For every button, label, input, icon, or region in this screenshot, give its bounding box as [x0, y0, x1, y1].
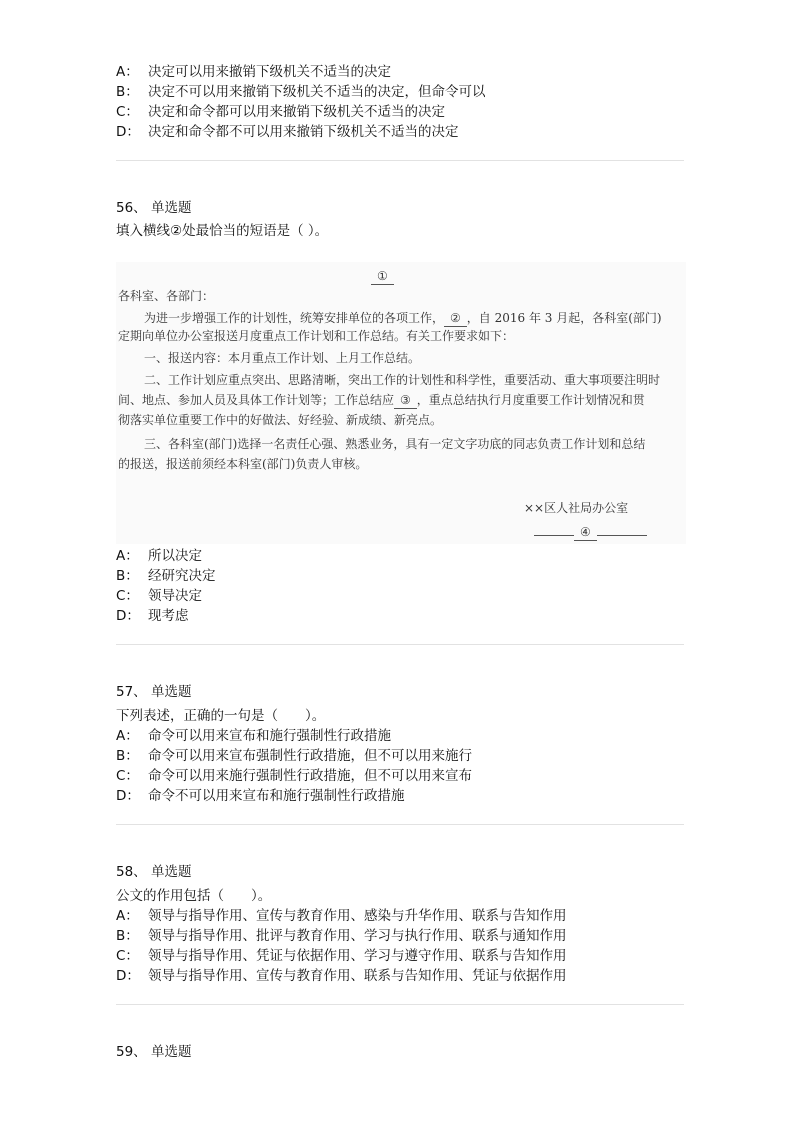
option-text: 经研究决定 — [148, 568, 216, 584]
option-key: B： — [116, 84, 139, 100]
scan-paragraph-3: 二、工作计划应重点突出、思路清晰，突出工作的计划性和科学性，重要活动、重大事项要注明时 — [144, 373, 661, 387]
scan-signature: ××区人社局办公室 — [524, 501, 629, 515]
q55-option-d[interactable] — [116, 122, 459, 142]
option-key: B： — [116, 928, 139, 944]
option-key: D： — [116, 608, 140, 624]
q55-option-c[interactable] — [116, 102, 445, 122]
q57-option-c[interactable] — [116, 766, 472, 786]
q58-header: 58、 单选题 — [116, 864, 192, 880]
option-key: D： — [116, 968, 140, 984]
option-text: 领导与指导作用、宣传与教育作用、联系与告知作用、凭证与依据作用 — [148, 968, 567, 984]
option-text: 现考虑 — [148, 608, 189, 624]
scan-salutation: 各科室、各部门： — [118, 289, 215, 303]
option-key: B： — [116, 748, 139, 764]
q58-option-b[interactable] — [116, 926, 567, 946]
q55-option-b[interactable] — [116, 82, 486, 102]
scan-paragraph-3-cont — [118, 392, 645, 409]
scan-text: 为进一步增强工作的计划性，统筹安排单位的各项工作， — [144, 311, 445, 325]
scan-text: ，自 2016 年 3 月起，各科室(部门) — [466, 311, 662, 325]
option-text: 决定不可以用来撤销下级机关不适当的决定，但命令可以 — [148, 84, 486, 100]
q58-option-c[interactable] — [116, 946, 567, 966]
q56-option-d[interactable] — [116, 606, 189, 626]
q56-option-a[interactable] — [116, 546, 202, 566]
option-key: D： — [116, 124, 140, 140]
scan-paragraph-1 — [144, 310, 662, 327]
option-text: 命令不可以用来宣布和施行强制性行政措施 — [148, 788, 405, 804]
option-key: B： — [116, 568, 139, 584]
option-key: D： — [116, 788, 140, 804]
option-text: 决定和命令都不可以用来撤销下级机关不适当的决定 — [148, 124, 459, 140]
scan-blank-1: ① — [371, 268, 394, 285]
option-text: 命令可以用来宣布强制性行政措施，但不可以用来施行 — [148, 748, 472, 764]
q57-option-b[interactable] — [116, 746, 472, 766]
scan-text: 间、地点、参加人员及具体工作计划等；工作总结应 — [118, 393, 395, 407]
q58-option-d[interactable] — [116, 966, 567, 986]
option-key: C： — [116, 948, 139, 964]
option-text: 领导与指导作用、宣传与教育作用、感染与升华作用、联系与告知作用 — [148, 908, 567, 924]
q56-option-b[interactable] — [116, 566, 216, 586]
question-divider — [116, 824, 684, 825]
option-key: A： — [116, 548, 139, 564]
q57-stem: 下列表述，正确的一句是（ ）。 — [116, 708, 326, 724]
q55-option-a[interactable] — [116, 62, 391, 82]
scan-paragraph-1-cont: 定期向单位办公室报送月度重点工作计划和工作总结。有关工作要求如下： — [118, 329, 515, 343]
q56-document-image — [116, 262, 686, 544]
scan-blank-3: ③ — [394, 392, 417, 409]
option-text: 命令可以用来宣布和施行强制性行政措施 — [148, 728, 391, 744]
option-key: A： — [116, 908, 139, 924]
option-key: A： — [116, 728, 139, 744]
q58-option-a[interactable] — [116, 906, 567, 926]
option-text: 领导与指导作用、批评与教育作用、学习与执行作用、联系与通知作用 — [148, 928, 567, 944]
scan-paragraph-3-end: 彻落实单位重要工作中的好做法、好经验、新成绩、新亮点。 — [118, 413, 443, 427]
q58-stem: 公文的作用包括（ ）。 — [116, 888, 272, 904]
option-key: C： — [116, 588, 139, 604]
scan-blank-4: ④ — [574, 524, 597, 541]
q56-header: 56、 单选题 — [116, 200, 192, 216]
q56-option-c[interactable] — [116, 586, 202, 606]
option-text: 决定和命令都可以用来撤销下级机关不适当的决定 — [148, 104, 445, 120]
option-key: A： — [116, 64, 139, 80]
option-text: 领导决定 — [148, 588, 202, 604]
scan-paragraph-2: 一、报送内容：本月重点工作计划、上月工作总结。 — [144, 351, 421, 365]
question-divider — [116, 644, 684, 645]
scan-text: ，重点总结执行月度重要工作计划情况和贯 — [416, 393, 645, 407]
q57-header: 57、 单选题 — [116, 684, 192, 700]
option-text: 所以决定 — [148, 548, 202, 564]
q59-header: 59、 单选题 — [116, 1044, 192, 1060]
scan-paragraph-4-cont: 的报送，报送前须经本科室(部门)负责人审核。 — [118, 457, 368, 471]
option-text: 领导与指导作用、凭证与依据作用、学习与遵守作用、联系与告知作用 — [148, 948, 567, 964]
q56-stem: 填入横线②处最恰当的短语是（ ）。 — [116, 223, 329, 239]
question-divider — [116, 160, 684, 161]
option-key: C： — [116, 768, 139, 784]
scan-paragraph-4: 三、各科室(部门)选择一名责任心强、熟悉业务，具有一定文字功底的同志负责工作计划和总结 — [144, 437, 646, 451]
q57-option-d[interactable] — [116, 786, 405, 806]
scan-date-line — [534, 524, 647, 541]
option-key: C： — [116, 104, 139, 120]
option-text: 决定可以用来撤销下级机关不适当的决定 — [148, 64, 391, 80]
question-divider — [116, 1004, 684, 1005]
q57-option-a[interactable] — [116, 726, 391, 746]
option-text: 命令可以用来施行强制性行政措施，但不可以用来宣布 — [148, 768, 472, 784]
scan-blank-2: ② — [444, 310, 467, 327]
